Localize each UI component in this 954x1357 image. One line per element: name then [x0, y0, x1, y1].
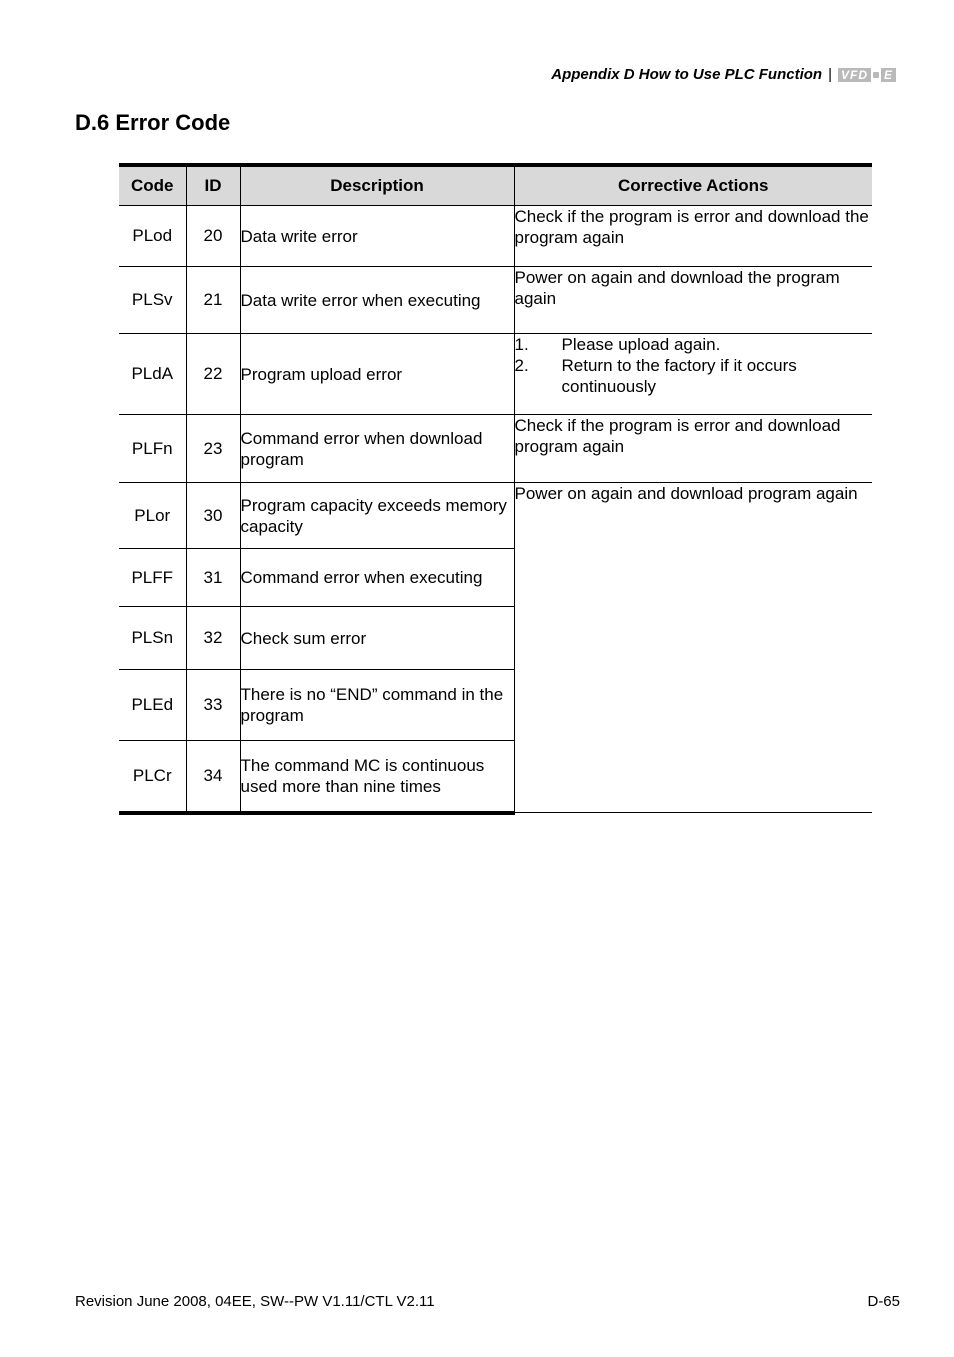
corrective-action-cell: Power on again and download the program again: [514, 267, 872, 334]
table-header-row: [119, 165, 872, 206]
description-cell: Command error when download program: [240, 415, 514, 483]
corrective-steps-list: [515, 334, 873, 397]
description-cell: Data write error: [240, 206, 514, 267]
table-row: [119, 415, 872, 483]
corrective-action-cell: Check if the program is error and download program again: [514, 415, 872, 483]
error-id-cell: 33: [186, 670, 240, 741]
error-id-cell: 32: [186, 607, 240, 670]
description-cell: Command error when executing: [240, 549, 514, 607]
table-row: [119, 334, 872, 415]
step-number: 2.: [514, 356, 529, 375]
error-id-cell: 22: [186, 334, 240, 415]
page-header: [551, 66, 896, 83]
step-text: Please upload again.: [561, 335, 721, 354]
error-id-cell: 20: [186, 206, 240, 267]
header-separator: |: [828, 66, 832, 83]
footer-revision: Revision June 2008, 04EE, SW--PW V1.11/CTL V2.11: [75, 1293, 435, 1310]
error-code-cell: PLFn: [119, 415, 186, 483]
error-id-cell: 31: [186, 549, 240, 607]
step-text: Return to the factory if it occurs continuously: [561, 356, 797, 396]
vfd-e-logo: [838, 67, 896, 83]
column-header-corrective-actions: Corrective Actions: [514, 165, 872, 206]
logo-dot: [873, 72, 879, 78]
corrective-action-cell: Power on again and download program again: [514, 483, 872, 813]
error-code-cell: PLdA: [119, 334, 186, 415]
column-header-description: Description: [240, 165, 514, 206]
error-code-cell: PLFF: [119, 549, 186, 607]
table-row: [119, 206, 872, 267]
error-id-cell: 21: [186, 267, 240, 334]
step-number: 1.: [514, 335, 529, 354]
description-cell: There is no “END” command in the program: [240, 670, 514, 741]
error-id-cell: 23: [186, 415, 240, 483]
error-code-cell: PLCr: [119, 741, 186, 813]
logo-vfd-text: VFD: [838, 68, 871, 82]
corrective-action-cell: Check if the program is error and download the program again: [514, 206, 872, 267]
error-code-table: [119, 163, 872, 815]
description-cell: Program upload error: [240, 334, 514, 415]
corrective-action-cell: [514, 334, 872, 415]
error-code-cell: PLSn: [119, 607, 186, 670]
description-cell: Check sum error: [240, 607, 514, 670]
description-cell: Data write error when executing: [240, 267, 514, 334]
error-id-cell: 30: [186, 483, 240, 549]
list-item: [515, 355, 873, 397]
header-title: Appendix D How to Use PLC Function: [551, 66, 823, 83]
error-code-cell: PLod: [119, 206, 186, 267]
error-code-cell: PLEd: [119, 670, 186, 741]
column-header-id: ID: [186, 165, 240, 206]
logo-e-text: E: [881, 68, 896, 82]
description-cell: Program capacity exceeds memory capacity: [240, 483, 514, 549]
footer-page-number: D-65: [867, 1293, 900, 1310]
table-row: [119, 267, 872, 334]
list-item: [515, 334, 873, 355]
error-code-cell: PLSv: [119, 267, 186, 334]
section-title: D.6 Error Code: [75, 110, 231, 135]
description-cell: The command MC is continuous used more than nine times: [240, 741, 514, 813]
table-row: [119, 483, 872, 549]
error-id-cell: 34: [186, 741, 240, 813]
column-header-code: Code: [119, 165, 186, 206]
error-code-cell: PLor: [119, 483, 186, 549]
